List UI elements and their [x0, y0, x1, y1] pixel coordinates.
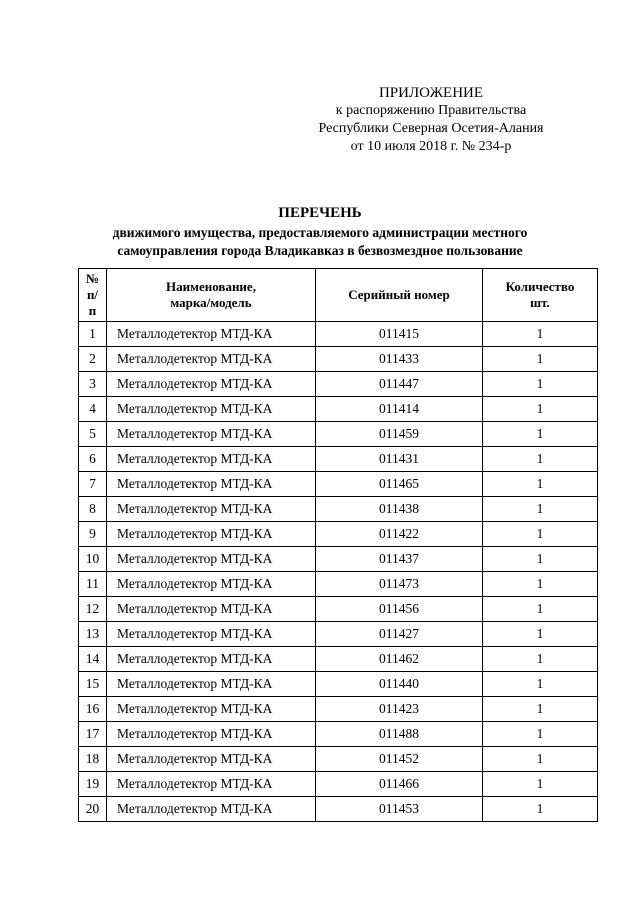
row-number: 15 — [79, 672, 107, 697]
quantity: 1 — [483, 597, 598, 622]
row-number: 3 — [79, 372, 107, 397]
quantity: 1 — [483, 347, 598, 372]
item-name: Металлодетектор МТД-КА — [107, 447, 316, 472]
header-quantity — [483, 269, 598, 322]
quantity: 1 — [483, 697, 598, 722]
serial-number: 011473 — [316, 572, 483, 597]
header-number — [79, 269, 107, 322]
row-number: 1 — [79, 322, 107, 347]
header-text: марка/модель — [170, 295, 252, 310]
quantity: 1 — [483, 672, 598, 697]
document-subtitle-line: самоуправления города Владикавказ в безвозмездное пользование — [117, 243, 523, 258]
row-number: 4 — [79, 397, 107, 422]
table-row — [79, 322, 598, 347]
table-row — [79, 572, 598, 597]
table-row — [79, 697, 598, 722]
item-name: Металлодетектор МТД-КА — [107, 522, 316, 547]
item-name: Металлодетектор МТД-КА — [107, 372, 316, 397]
quantity: 1 — [483, 497, 598, 522]
item-name: Металлодетектор МТД-КА — [107, 547, 316, 572]
serial-number: 011427 — [316, 622, 483, 647]
row-number: 6 — [79, 447, 107, 472]
header-text: п/ — [86, 287, 99, 302]
quantity: 1 — [483, 472, 598, 497]
serial-number: 011488 — [316, 722, 483, 747]
quantity: 1 — [483, 572, 598, 597]
item-name: Металлодетектор МТД-КА — [107, 622, 316, 647]
row-number: 5 — [79, 422, 107, 447]
row-number: 18 — [79, 747, 107, 772]
appendix-line: Республики Северная Осетия-Алания — [318, 121, 544, 136]
row-number: 11 — [79, 572, 107, 597]
serial-number: 011459 — [316, 422, 483, 447]
quantity: 1 — [483, 647, 598, 672]
serial-number: 011447 — [316, 372, 483, 397]
table-row — [79, 672, 598, 697]
item-name: Металлодетектор МТД-КА — [107, 747, 316, 772]
appendix-date-line: от 10 июля 2018 г. № 234-р — [350, 139, 512, 154]
property-table — [78, 268, 598, 822]
table-row — [79, 622, 598, 647]
item-name: Металлодетектор МТД-КА — [107, 797, 316, 822]
item-name: Металлодетектор МТД-КА — [107, 472, 316, 497]
row-number: 13 — [79, 622, 107, 647]
table-row — [79, 372, 598, 397]
item-name: Металлодетектор МТД-КА — [107, 397, 316, 422]
table-row — [79, 397, 598, 422]
header-text: Наименование, — [166, 279, 256, 294]
serial-number: 011433 — [316, 347, 483, 372]
row-number: 17 — [79, 722, 107, 747]
quantity: 1 — [483, 747, 598, 772]
item-name: Металлодетектор МТД-КА — [107, 497, 316, 522]
quantity: 1 — [483, 322, 598, 347]
row-number: 2 — [79, 347, 107, 372]
serial-number: 011438 — [316, 497, 483, 522]
item-name: Металлодетектор МТД-КА — [107, 597, 316, 622]
item-name: Металлодетектор МТД-КА — [107, 422, 316, 447]
table-row — [79, 797, 598, 822]
serial-number: 011423 — [316, 697, 483, 722]
appendix-line: к распоряжению Правительства — [335, 103, 527, 118]
quantity: 1 — [483, 722, 598, 747]
quantity: 1 — [483, 397, 598, 422]
serial-number: 011437 — [316, 547, 483, 572]
item-name: Металлодетектор МТД-КА — [107, 697, 316, 722]
table-row — [79, 447, 598, 472]
row-number: 12 — [79, 597, 107, 622]
header-text: п — [88, 303, 97, 318]
document-heading — [60, 204, 580, 260]
row-number: 7 — [79, 472, 107, 497]
table-row — [79, 772, 598, 797]
table-row — [79, 722, 598, 747]
table-row — [79, 347, 598, 372]
quantity: 1 — [483, 447, 598, 472]
table-row — [79, 497, 598, 522]
table-row — [79, 547, 598, 572]
row-number: 20 — [79, 797, 107, 822]
table-row — [79, 647, 598, 672]
row-number: 19 — [79, 772, 107, 797]
quantity: 1 — [483, 772, 598, 797]
quantity: 1 — [483, 797, 598, 822]
serial-number: 011462 — [316, 647, 483, 672]
item-name: Металлодетектор МТД-КА — [107, 672, 316, 697]
serial-number: 011422 — [316, 522, 483, 547]
header-text: № — [85, 271, 100, 286]
table-row — [79, 597, 598, 622]
item-name: Металлодетектор МТД-КА — [107, 772, 316, 797]
header-text: Количество — [505, 279, 575, 294]
quantity: 1 — [483, 622, 598, 647]
serial-number: 011440 — [316, 672, 483, 697]
item-name: Металлодетектор МТД-КА — [107, 722, 316, 747]
item-name: Металлодетектор МТД-КА — [107, 322, 316, 347]
quantity: 1 — [483, 522, 598, 547]
serial-number: 011456 — [316, 597, 483, 622]
item-name: Металлодетектор МТД-КА — [107, 347, 316, 372]
serial-number: 011452 — [316, 747, 483, 772]
quantity: 1 — [483, 372, 598, 397]
table-row — [79, 522, 598, 547]
table-row — [79, 422, 598, 447]
serial-number: 011453 — [316, 797, 483, 822]
row-number: 16 — [79, 697, 107, 722]
document-title: ПЕРЕЧЕНЬ — [278, 205, 362, 221]
header-name — [107, 269, 316, 322]
appendix-block — [300, 84, 562, 156]
serial-number: 011466 — [316, 772, 483, 797]
table-header-row — [79, 269, 598, 322]
header-serial: Серийный номер — [316, 269, 483, 322]
appendix-title: ПРИЛОЖЕНИЕ — [378, 85, 484, 101]
header-text: шт. — [530, 295, 550, 310]
quantity: 1 — [483, 547, 598, 572]
table-row — [79, 747, 598, 772]
serial-number: 011414 — [316, 397, 483, 422]
item-name: Металлодетектор МТД-КА — [107, 572, 316, 597]
document-subtitle-line: движимого имущества, предоставляемого администрации местного — [112, 225, 528, 240]
item-name: Металлодетектор МТД-КА — [107, 647, 316, 672]
serial-number: 011415 — [316, 322, 483, 347]
quantity: 1 — [483, 422, 598, 447]
row-number: 9 — [79, 522, 107, 547]
row-number: 8 — [79, 497, 107, 522]
serial-number: 011465 — [316, 472, 483, 497]
table-body — [79, 322, 598, 822]
table-row — [79, 472, 598, 497]
serial-number: 011431 — [316, 447, 483, 472]
row-number: 10 — [79, 547, 107, 572]
row-number: 14 — [79, 647, 107, 672]
